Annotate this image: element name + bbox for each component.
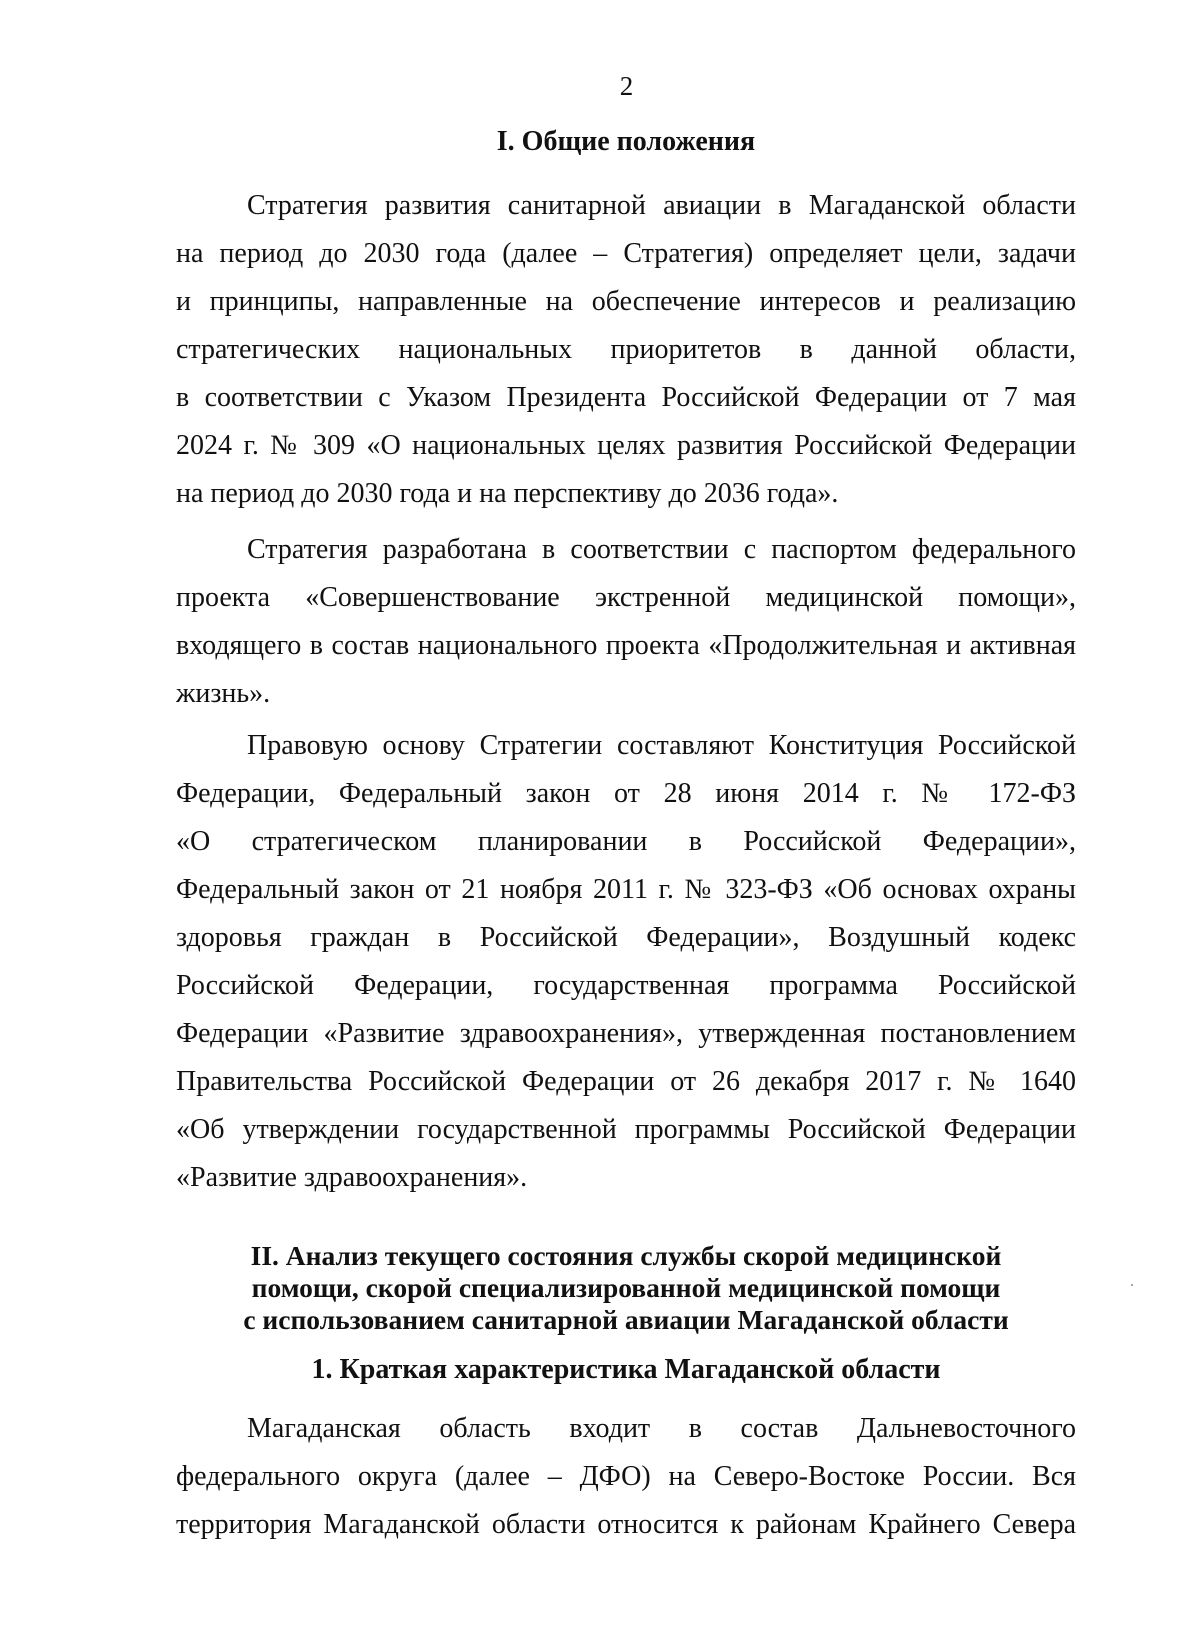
heading-line: II. Анализ текущего состояния службы скорой медицинской <box>250 1240 1002 1271</box>
text-line: Правительства Российской Федерации от 26 декабря 2017 г. № 1640 <box>176 1066 1076 1097</box>
text-line: стратегических национальных приоритетов в данной области, <box>176 334 1076 365</box>
paragraph-strategy-purpose <box>176 182 1076 518</box>
paragraph-strategy-basis <box>176 526 1076 718</box>
text-line: Федеральный закон от 21 ноября 2011 г. № 323-ФЗ «Об основах охраны <box>176 874 1076 905</box>
subsection-heading-region-overview: 1. Краткая характеристика Магаданской области <box>311 1354 941 1385</box>
text-line: входящего в состав национального проекта «Продолжительная и активная <box>176 630 1076 661</box>
text-line: на период до 2030 года и на перспективу до 2036 года». <box>176 478 839 509</box>
text-line: Магаданская область входит в состав Дальневосточного <box>247 1413 1076 1444</box>
text-line: Федерации, Федеральный закон от 28 июня 2014 г. № 172-ФЗ <box>176 778 1076 809</box>
text-line: жизнь». <box>176 678 271 709</box>
text-line: 2024 г. № 309 «О национальных целях развития Российской Федерации <box>176 430 1076 461</box>
text-line: «Об утверждении государственной программы Российской Федерации <box>176 1114 1076 1145</box>
heading-line: помощи, скорой специализированной медицинской помощи <box>251 1272 1001 1303</box>
scan-speck <box>1131 1284 1133 1286</box>
text-line: «О стратегическом планировании в Российской Федерации», <box>176 826 1076 857</box>
page-number: 2 <box>619 71 634 101</box>
heading-line: с использованием санитарной авиации Магаданской области <box>243 1304 1009 1335</box>
section-heading-analysis <box>176 1240 1076 1336</box>
text-line: и принципы, направленные на обеспечение интересов и реализацию <box>176 286 1076 317</box>
text-line: Российской Федерации, государственная программа Российской <box>176 970 1076 1001</box>
text-line: «Развитие здравоохранения». <box>176 1162 528 1193</box>
text-line: федерального округа (далее – ДФО) на Северо-Востоке России. Вся <box>176 1461 1076 1492</box>
text-line: здоровья граждан в Российской Федерации», Воздушный кодекс <box>176 922 1076 953</box>
text-line: территория Магаданской области относится к районам Крайнего Севера <box>176 1509 1076 1540</box>
text-line: в соответствии с Указом Президента Российской Федерации от 7 мая <box>176 382 1076 413</box>
text-line: проекта «Совершенствование экстренной медицинской помощи», <box>176 582 1076 613</box>
paragraph-region-description <box>176 1405 1076 1549</box>
text-line: Стратегия разработана в соответствии с паспортом федерального <box>247 534 1076 565</box>
text-line: Правовую основу Стратегии составляют Конституция Российской <box>247 730 1076 761</box>
text-line: на период до 2030 года (далее – Стратегия) определяет цели, задачи <box>176 238 1076 269</box>
section-heading-general-provisions: I. Общие положения <box>496 126 756 157</box>
paragraph-legal-basis <box>176 722 1076 1202</box>
text-line: Федерации «Развитие здравоохранения», утвержденная постановлением <box>176 1018 1076 1049</box>
text-line: Стратегия развития санитарной авиации в Магаданской области <box>247 190 1076 221</box>
